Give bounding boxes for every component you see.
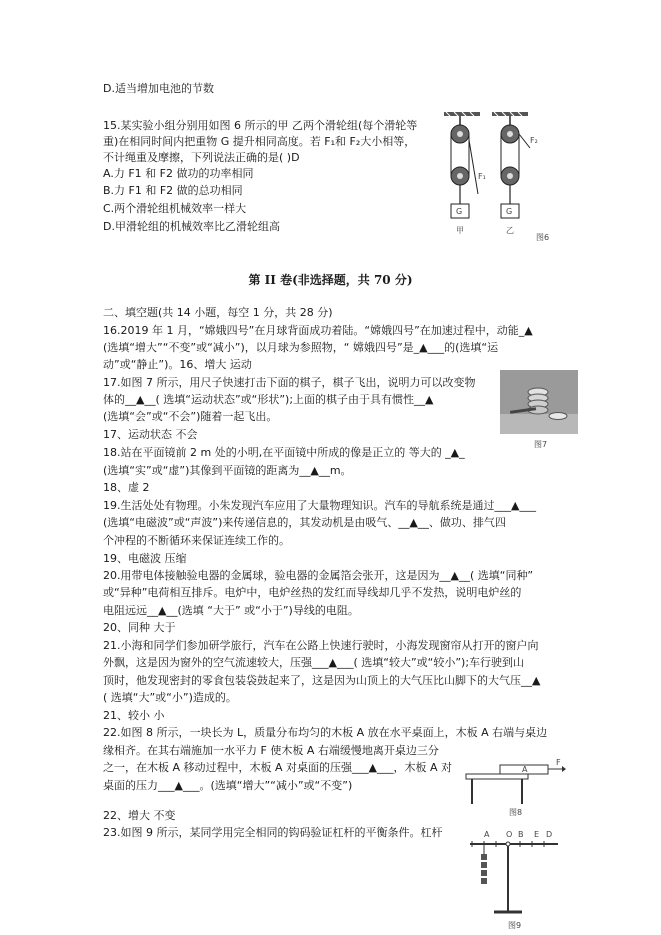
fig7-caption: 图7 xyxy=(534,440,548,449)
q20-line2: 或“异种”电荷相互排斥。电炉中，电炉丝热的发红而导线却几乎不发热，说明电炉丝的 xyxy=(103,586,522,599)
q22-line3: 之一，在木板 A 移动过程中，木板 A 对桌面的压强___▲___，木板 A 对 xyxy=(103,761,453,774)
fig6-g-left: G xyxy=(456,207,463,216)
q21-line4: ( 选填“大”或“小”)造成的。 xyxy=(103,691,237,704)
q21-line2: 外飘，这是因为窗外的空气流速较大，压强___▲___( 选填“较大”或“较小”);车行驶到山 xyxy=(103,656,525,669)
q15-line1: 15.某实验小组分别用如图 6 所示的甲 乙两个滑轮组(每个滑轮等 xyxy=(103,119,418,132)
q19-line2: (选填“电磁波”或“声波”)来传递信息的，其发动机是由吸气、__▲__、做功、排气四 xyxy=(103,516,506,529)
q15-option-a: A.力 F1 和 F2 做功的功率相同 xyxy=(103,167,254,180)
fig6-f2-label: F₂ xyxy=(530,136,538,145)
q19-answer: 19、电磁波 压缩 xyxy=(103,552,187,565)
q19-line3: 个冲程的不断循环来保证连续工作的。 xyxy=(103,534,290,547)
q15-line2: 重)在相同时间内把重物 G 提升相同高度。若 F₁和 F₂大小相等， xyxy=(103,135,416,148)
q20-line3: 电阻远远__▲__(选填 “大于” 或“小于”)导线的电阻。 xyxy=(103,604,359,617)
q18-answer: 18、虚 2 xyxy=(103,481,150,494)
q23-line1: 23.如图 9 所示，某同学用完全相同的钩码验证杠杆的平衡条件。杠杆 xyxy=(103,826,443,839)
q15-option-c: C.两个滑轮组机械效率一样大 xyxy=(103,202,247,215)
q14-option-d: D.适当增加电池的节数 xyxy=(103,82,214,95)
q16-line3: 动”或“静止”)。16、增大 运动 xyxy=(103,358,252,371)
q15-line3: 不计绳重及摩擦，下列说法正确的是( )D xyxy=(103,151,300,164)
figure-9-lever xyxy=(464,832,564,920)
q17-answer: 17、运动状态 不会 xyxy=(103,428,198,441)
fig6-caption: 图6 xyxy=(536,233,550,242)
q20-answer: 20、同种 大于 xyxy=(103,621,176,634)
q21-answer: 21、较小 小 xyxy=(103,709,165,722)
fig8-f-label: F xyxy=(556,758,561,767)
q17-line1: 17.如图 7 所示，用尺子快速打击下面的棋子，棋子飞出，说明力可以改变物 xyxy=(103,376,476,389)
fig8-caption: 图8 xyxy=(509,808,523,817)
q22-line2: 缘相齐。在其右端施加一水平力 F 使木板 A 右端缓慢地离开桌边三分 xyxy=(103,744,439,757)
fig8-a-label: A xyxy=(522,765,528,774)
section2-heading: 二、填空题(共 14 小题，每空 1 分，共 28 分) xyxy=(103,306,333,319)
q22-line1: 22.如图 8 所示，一块长为 L，质量分布均匀的木板 A 放在水平桌面上，木板 A 右端与桌边 xyxy=(103,726,548,739)
fig6-label-yi: 乙 xyxy=(506,226,514,235)
q21-line3: 顶时，他发现密封的零食包装袋鼓起来了，这是因为山顶上的大气压比山脚下的大气压__▲ xyxy=(103,674,541,687)
fig9-caption: 图9 xyxy=(508,921,522,930)
fig6-label-jia: 甲 xyxy=(456,226,464,235)
q18-line1: 18.站在平面镜前 2 m 处的小明,在平面镜中所成的像是正立的 等大的 _▲_ xyxy=(103,446,465,459)
q18-line2: (选填“实”或“虚”)其像到平面镜的距离为__▲__m。 xyxy=(103,464,352,477)
q16-line1: 16.2019 年 1 月，“嫦娥四号”在月球背面成功着陆。“嫦娥四号”在加速过程中，动能_▲ xyxy=(103,324,533,337)
q22-answer: 22、增大 不变 xyxy=(103,809,176,822)
fig9-a-label: A xyxy=(484,830,490,839)
q17-line2: 体的__▲__( 选填“运动状态”或“形状”);上面的棋子由于具有惯性__▲ xyxy=(103,393,434,406)
q16-line2: (选填“增大”“不变”或“减小”)，以月球为参照物，“ 嫦娥四号”是_▲___的(选填“运 xyxy=(103,341,499,354)
q19-line1: 19.生活处处有物理。小朱发现汽车应用了大量物理知识。汽车的导航系统是通过___▲___ xyxy=(103,499,536,512)
q15-option-b: B.力 F1 和 F2 做的总功相同 xyxy=(103,184,243,197)
figure-7-photo xyxy=(500,370,578,434)
q15-option-d: D.甲滑轮组的机械效率比乙滑轮组高 xyxy=(103,220,280,233)
fig9-o-label: O xyxy=(506,830,513,839)
part2-title: 第 II 卷(非选择题，共 70 分) xyxy=(248,273,413,287)
q17-line3: (选填“会”或“不会”)随着一起飞出。 xyxy=(103,410,278,423)
figure-6-pulleys xyxy=(442,110,542,242)
q21-line1: 21.小海和同学们参加研学旅行，汽车在公路上快速行驶时，小海发现窗帘从打开的窗户向 xyxy=(103,639,539,652)
fig6-g-right: G xyxy=(506,207,513,216)
fig9-e-label: E xyxy=(534,830,540,839)
fig6-f1-label: F₁ xyxy=(478,172,486,181)
q22-line4: 桌面的压力___▲___。(选填“增大”“减小”或“不变”) xyxy=(103,779,353,792)
q20-line1: 20.用带电体接触验电器的金属球，验电器的金属箔会张开，这是因为__▲__( 选填“同种” xyxy=(103,569,534,582)
figure-8-board xyxy=(460,750,566,806)
fig9-d-label: D xyxy=(546,830,553,839)
fig9-b-label: B xyxy=(518,830,524,839)
